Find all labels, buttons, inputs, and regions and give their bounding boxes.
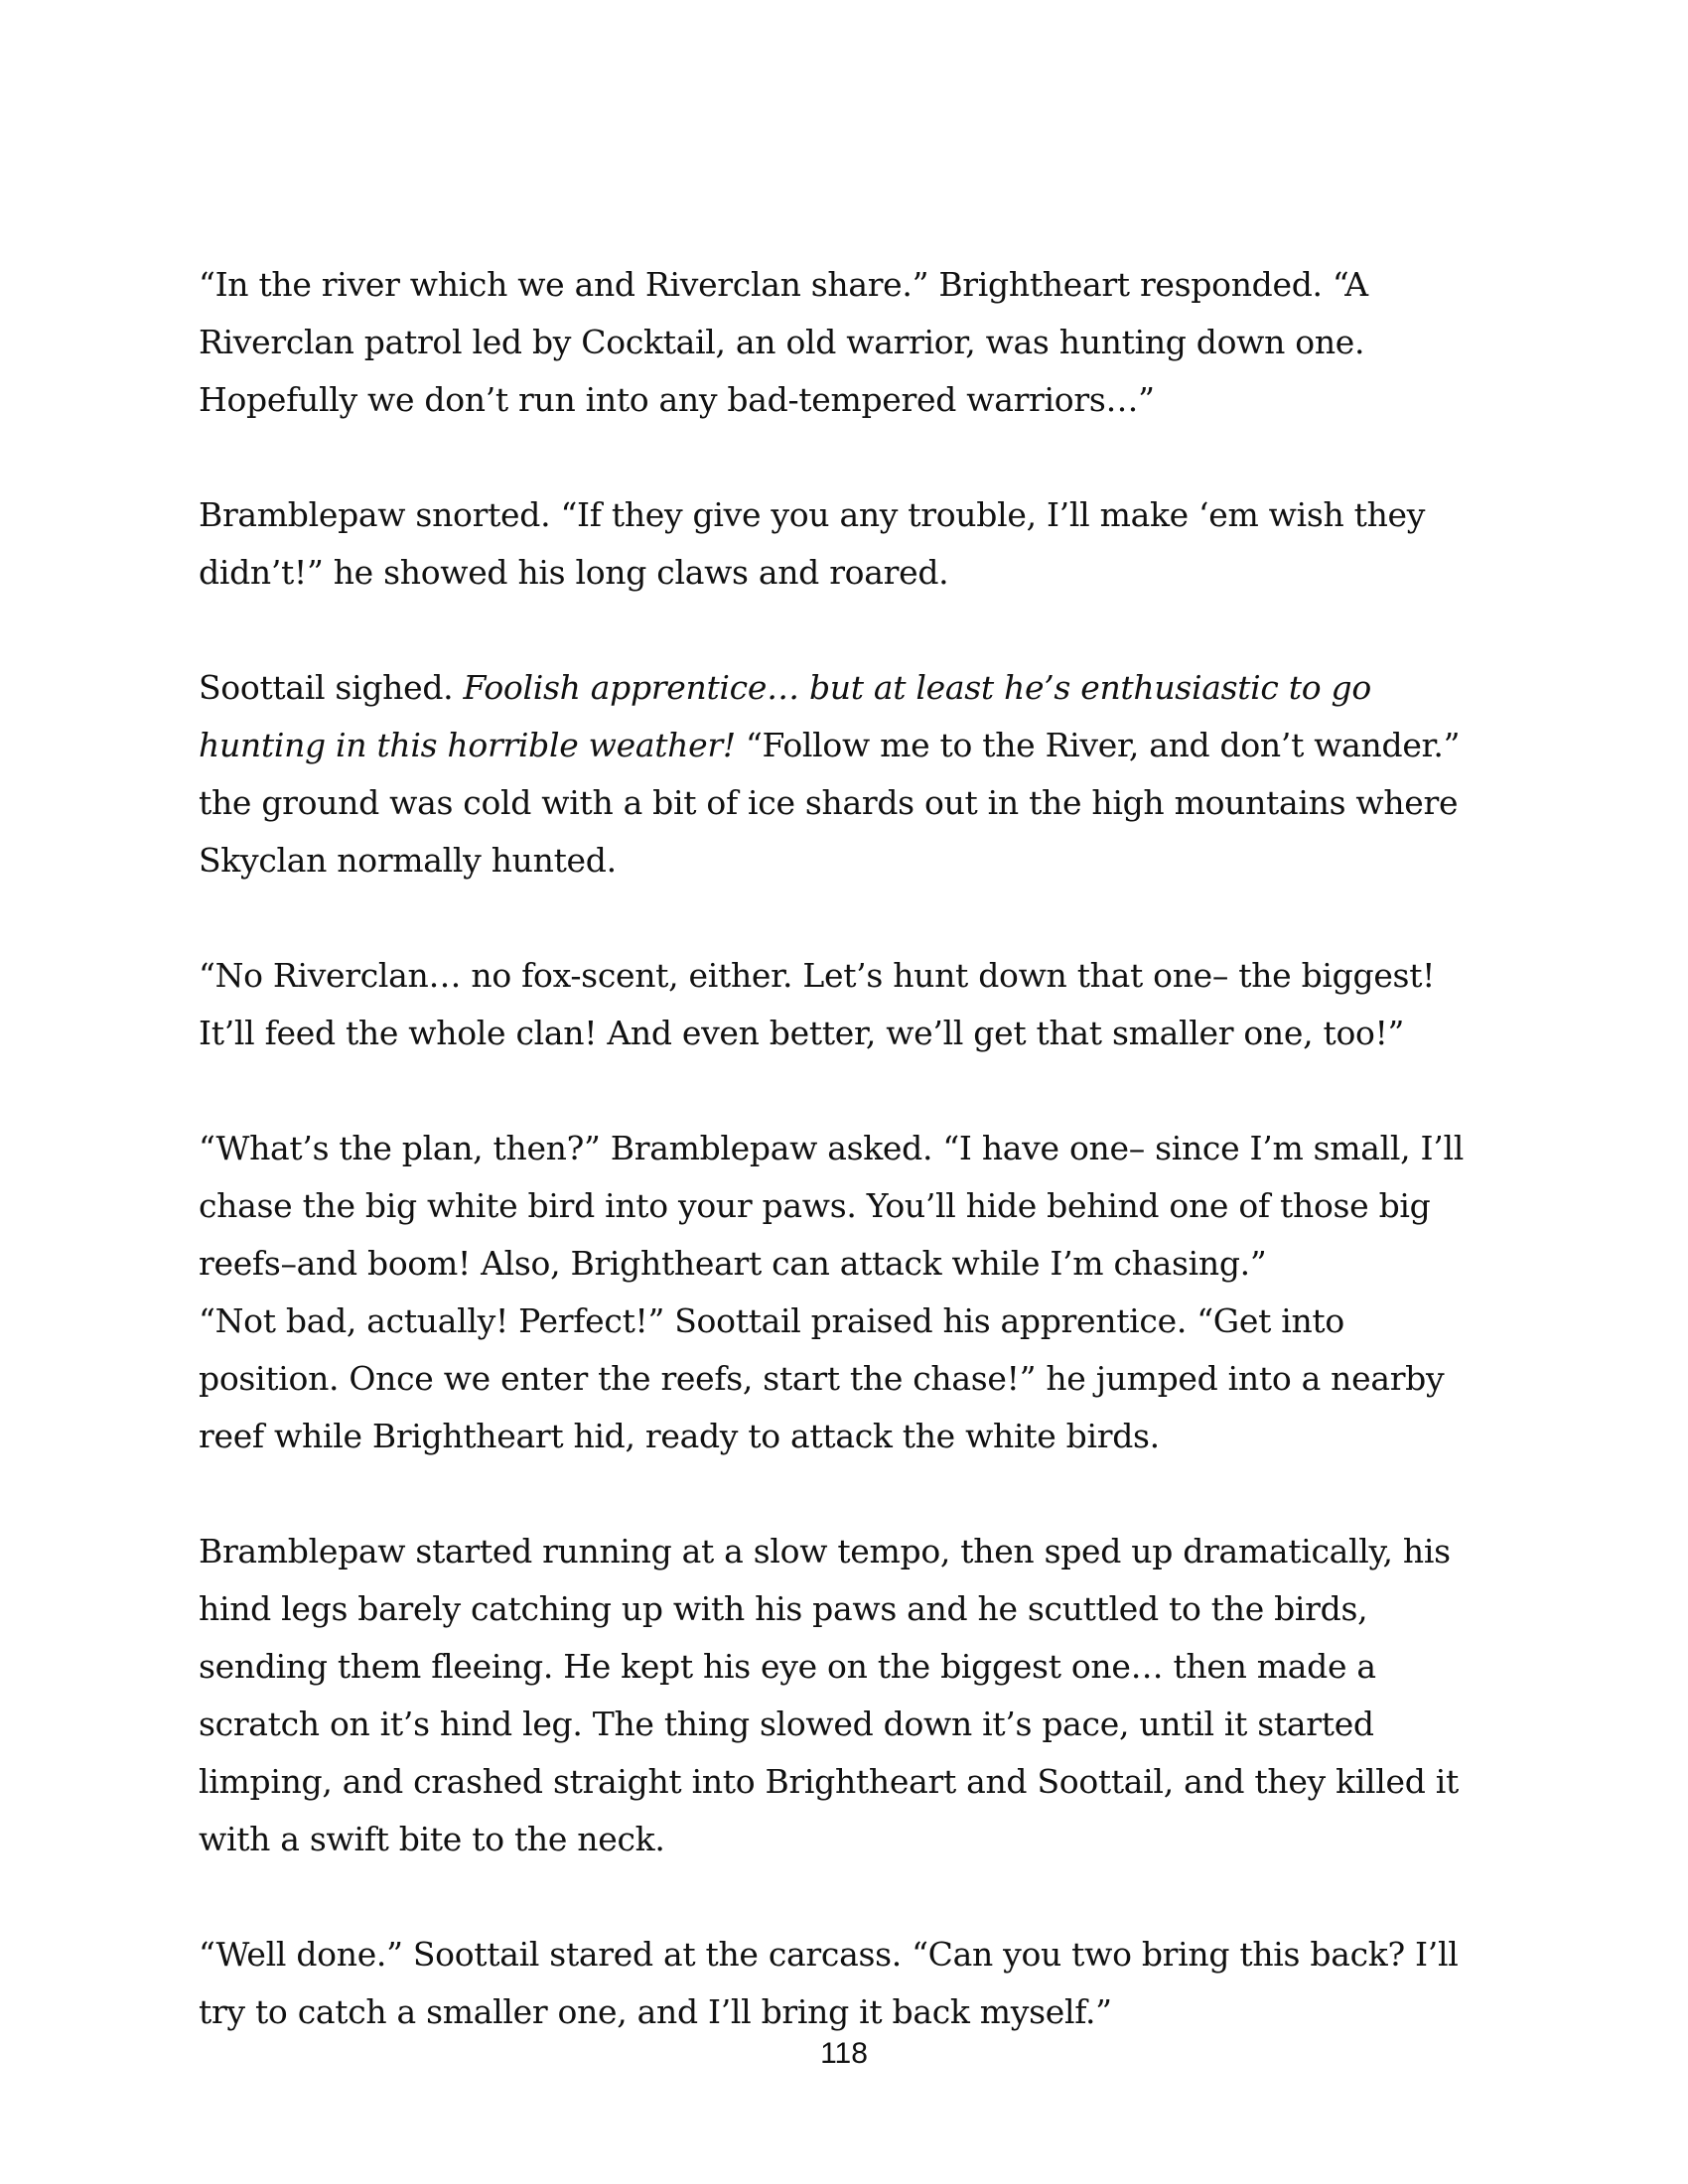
story-text <box>199 256 1494 2099</box>
paragraph-7: Bramblepaw started running at a slow tempo, then sped up dramatically, his hind legs barely catching up with his paws and he scuttled to the birds, sending them fleeing. He kept his eye on the biggest one… then made a scratch on it’s hind leg. The thing slowed down it’s pace, until it started limping, and crashed straight into Brightheart and Soottail, and they killed it with a swift bite to the neck. <box>199 1532 1460 1858</box>
paragraph-3-lead: Soottail sighed. <box>199 668 464 707</box>
paragraph-6: “Not bad, actually! Perfect!” Soottail praised his apprentice. “Get into position. Once we enter the reefs, start the chase!” he jumped into a nearby reef while Brightheart hid, ready to attack the white birds. <box>199 1301 1445 1455</box>
paragraph-4: “No Riverclan… no fox-scent, either. Let’s hunt down that one– the biggest! It’ll feed the whole clan! And even better, we’ll get that smaller one, too!” <box>199 956 1436 1052</box>
paragraph-3-thought: Foolish apprentice… but at least he’s enthusiastic to go hunting in this horrible weather! <box>199 668 1371 764</box>
paragraph-8: “Well done.” Soottail stared at the carcass. “Can you two bring this back? I’ll try to catch a smaller one, and I’ll bring it back myself.” <box>199 1935 1459 2031</box>
paragraph-2: Bramblepaw snorted. “If they give you any trouble, I’ll make ‘em wish they didn’t!” he showed his long claws and roared. <box>199 495 1426 592</box>
paragraph-5: “What’s the plan, then?” Bramblepaw asked. “I have one– since I’m small, I’ll chase the big white bird into your paws. You’ll hide behind one of those big reefs–and boom! Also, Brightheart can attack while I’m chasing.” <box>199 1129 1464 1283</box>
paragraph-1: “In the river which we and Riverclan share.” Brightheart responded. “A Riverclan patrol led by Cocktail, an old warrior, was hunting down one. Hopefully we don’t run into any bad-tempered warriors…” <box>199 265 1368 419</box>
paragraph-3 <box>199 659 1494 889</box>
paragraph-3-rest: “Follow me to the River, and don’t wander.” the ground was cold with a bit of ice shards out in the high mountains where Skyclan normally hunted. <box>199 726 1461 880</box>
page-number: 118 <box>820 2037 868 2070</box>
